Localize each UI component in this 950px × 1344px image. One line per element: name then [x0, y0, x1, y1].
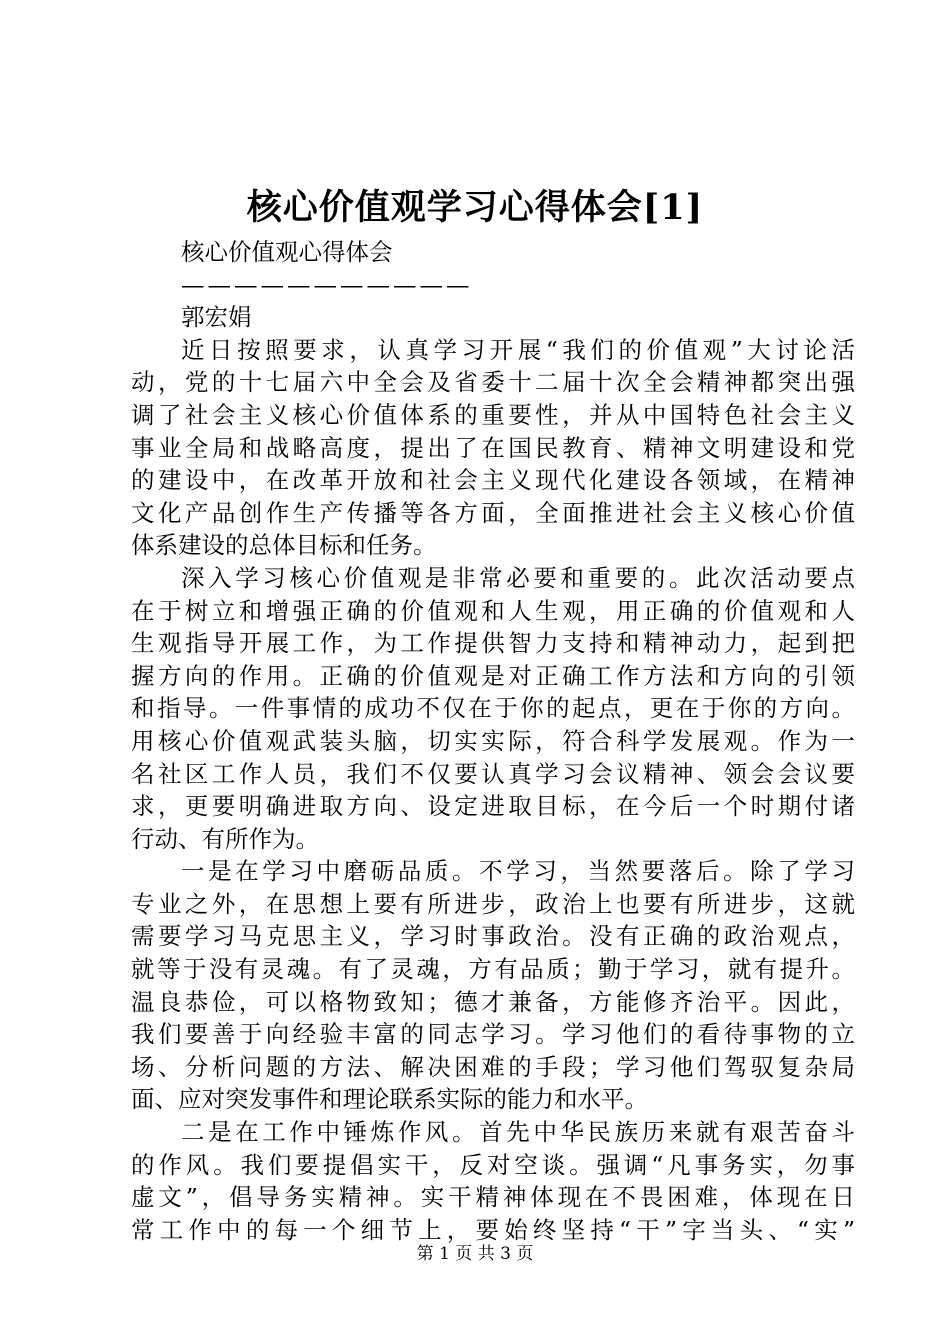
author-name: 郭宏娟 [181, 303, 252, 332]
paragraph-line: 近日按照要求，认真学习开展“我们的价值观”大讨论活 [181, 335, 855, 364]
document-body [131, 236, 855, 1246]
document-title: 核心价值观学习心得体会[1] [246, 187, 704, 228]
paragraph-line: 场、分析问题的方法、解决困难的手段；学习他们驾驭复杂局 [131, 1052, 855, 1081]
paragraph-line: 事业全局和战略高度，提出了在国民教育、精神文明建设和党 [131, 433, 855, 462]
paragraph-line: 握方向的作用。正确的价值观是对正确工作方法和方向的引领 [131, 661, 855, 690]
paragraph-line: 我们要善于向经验丰富的同志学习。学习他们的看待事物的立 [131, 1020, 855, 1049]
paragraph-line: 虚文”，倡导务实精神。实干精神体现在不畏困难，体现在日 [131, 1183, 855, 1212]
subtitle: 核心价值观心得体会 [181, 238, 393, 266]
paragraph-line: 动，党的十七届六中全会及省委十二届十次全会精神都突出强 [131, 368, 855, 397]
paragraph-line: 求，更要明确进取方向、设定进取目标，在今后一个时期付诸 [131, 792, 855, 821]
paragraph-line: 调了社会主义核心价值体系的重要性，并从中国特色社会主义 [131, 400, 855, 429]
paragraph-line: 深入学习核心价值观是非常必要和重要的。此次活动要点 [181, 563, 855, 592]
page-number-footer: 第 1 页 共 3 页 [416, 1244, 534, 1264]
paragraph-line: 在于树立和增强正确的价值观和人生观，用正确的价值观和人 [131, 596, 855, 625]
paragraph-line: 和指导。一件事情的成功不仅在于你的起点，更在于你的方向。 [131, 694, 855, 723]
paragraph-line: 的作风。我们要提倡实干，反对空谈。强调“凡事务实，勿事 [131, 1150, 855, 1179]
paragraph-line: 行动、有所作为。 [131, 824, 319, 853]
paragraph-line: 体系建设的总体目标和任务。 [131, 531, 437, 560]
paragraph-line: 一是在学习中磨砺品质。不学习，当然要落后。除了学习 [181, 857, 855, 886]
paragraph-line: 就等于没有灵魂。有了灵魂，方有品质；勤于学习，就有提升。 [131, 955, 855, 984]
paragraph-line: 面、应对突发事件和理论联系实际的能力和水平。 [131, 1085, 648, 1114]
paragraph-line: 文化产品创作生产传播等各方面，全面推进社会主义核心价值 [131, 498, 855, 527]
paragraph-line: 用核心价值观武装头脑，切实实际，符合科学发展观。作为一 [131, 726, 855, 755]
paragraph-line: 二是在工作中锤炼作风。首先中华民族历来就有艰苦奋斗 [181, 1118, 855, 1147]
paragraph-line: 的建设中，在改革开放和社会主义现代化建设各领域，在精神 [131, 466, 855, 495]
paragraph-line: 专业之外，在思想上要有所进步，政治上也要有所进步，这就 [131, 889, 855, 918]
separator-line: ——————————— [181, 270, 473, 299]
paragraph-line: 常工作中的每一个细节上，要始终坚持“干”字当头、“实” [131, 1215, 855, 1244]
paragraph-line: 生观指导开展工作，为工作提供智力支持和精神动力，起到把 [131, 629, 855, 658]
paragraph-line: 温良恭俭，可以格物致知；德才兼备，方能修齐治平。因此， [131, 987, 855, 1016]
paragraph-line: 名社区工作人员，我们不仅要认真学习会议精神、领会会议要 [131, 759, 855, 788]
paragraph-line: 需要学习马克思主义，学习时事政治。没有正确的政治观点， [131, 922, 855, 951]
